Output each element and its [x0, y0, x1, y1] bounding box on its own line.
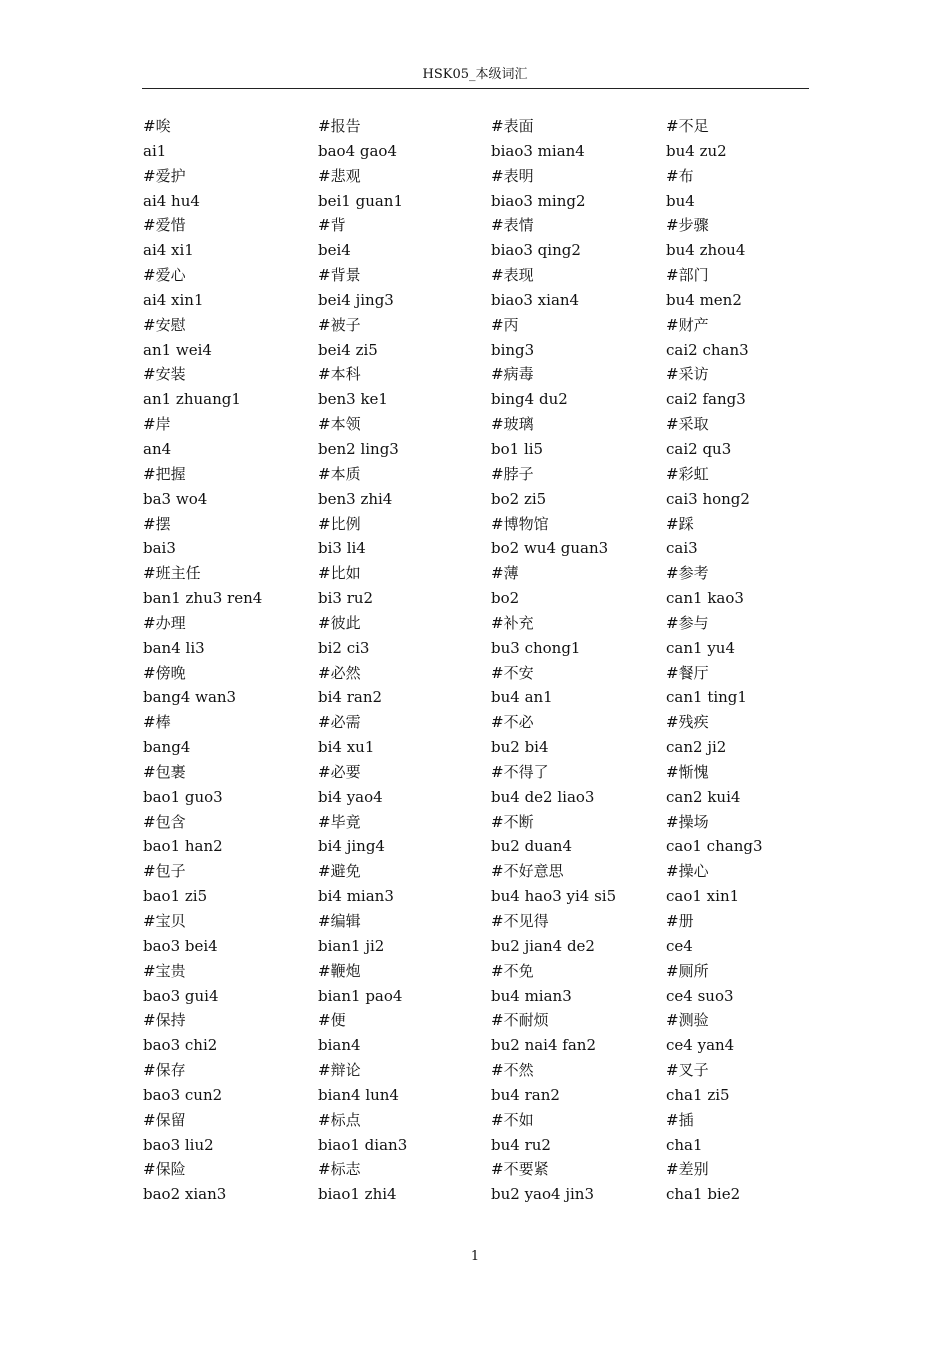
vocab-pinyin: bang4: [143, 738, 191, 757]
vocab-entry: [491, 164, 661, 214]
vocab-hanzi: #保险: [143, 1160, 186, 1179]
vocab-pinyin: bao3 bei4: [143, 936, 218, 955]
vocab-hanzi: #不必: [491, 713, 534, 732]
vocab-pinyin: cha1: [666, 1135, 703, 1154]
vocab-pinyin: bao4 gao4: [318, 141, 398, 160]
vocab-entry: [318, 909, 488, 959]
vocab-entry: [491, 710, 661, 760]
vocab-pinyin: ce4: [666, 936, 693, 955]
vocab-pinyin: bao1 zi5: [143, 887, 208, 906]
vocab-hanzi: #操心: [666, 862, 709, 881]
vocab-hanzi: #布: [666, 166, 694, 185]
vocab-entry: [666, 1108, 836, 1158]
vocab-hanzi: #编辑: [318, 912, 361, 930]
vocab-entry: [666, 611, 836, 661]
vocab-hanzi: #保持: [143, 1011, 186, 1030]
vocab-pinyin: bu2 jian4 de2: [491, 936, 595, 955]
vocab-pinyin: bo2 wu4 guan3: [491, 539, 609, 558]
vocab-entry: [491, 561, 661, 611]
vocab-entry: [666, 760, 836, 810]
vocab-pinyin: ai4 hu4: [143, 191, 200, 210]
vocab-pinyin: bu4 an1: [491, 688, 553, 707]
vocab-hanzi: #宝贵: [143, 961, 186, 980]
vocab-pinyin: bi4 yao4: [318, 787, 383, 806]
vocab-pinyin: bu4 de2 liao3: [491, 787, 595, 806]
vocab-entry: [491, 412, 661, 462]
vocab-hanzi: #必要: [318, 762, 361, 781]
vocab-entry: [318, 1108, 488, 1158]
vocab-hanzi: #财产: [666, 315, 709, 334]
vocab-entry: [143, 661, 313, 711]
vocab-pinyin: bang4 wan3: [143, 688, 237, 707]
vocab-entry: [666, 1157, 836, 1207]
vocab-hanzi: #差别: [666, 1160, 709, 1179]
vocab-hanzi: #玻璃: [491, 415, 534, 434]
vocab-pinyin: cao1 chang3: [666, 837, 763, 856]
vocab-pinyin: ai1: [143, 141, 167, 160]
vocab-entry: [491, 661, 661, 711]
vocab-entry: [491, 859, 661, 909]
vocab-hanzi: #薄: [491, 564, 519, 583]
vocab-pinyin: bu2 nai4 fan2: [491, 1036, 596, 1055]
vocab-entry: [318, 263, 488, 313]
vocab-hanzi: #采访: [666, 365, 709, 384]
vocab-entry: [491, 959, 661, 1009]
vocab-pinyin: ai4 xin1: [143, 290, 204, 309]
vocab-hanzi: #包子: [143, 862, 186, 881]
vocab-hanzi: #比如: [318, 564, 361, 583]
vocab-pinyin: cai3: [666, 539, 698, 558]
vocab-entry: [318, 810, 488, 860]
vocab-pinyin: ba3 wo4: [143, 489, 208, 508]
vocab-column-2: [318, 114, 488, 1207]
vocab-entry: [666, 114, 836, 164]
vocab-hanzi: #办理: [143, 613, 186, 632]
vocab-hanzi: #爱惜: [143, 216, 186, 235]
vocab-hanzi: #病毒: [491, 365, 534, 384]
vocab-pinyin: bu4 zu2: [666, 141, 727, 160]
vocab-pinyin: bao1 han2: [143, 837, 223, 856]
vocab-pinyin: ben2 ling3: [318, 439, 399, 458]
vocab-pinyin: bian1 ji2: [318, 936, 385, 955]
vocab-pinyin: ben3 ke1: [318, 390, 388, 409]
vocab-entry: [318, 1008, 488, 1058]
vocab-pinyin: bo1 li5: [491, 439, 544, 458]
vocab-hanzi: #包裹: [143, 762, 186, 781]
vocab-hanzi: #宝贝: [143, 912, 186, 930]
vocab-entry: [491, 362, 661, 412]
vocab-pinyin: bu4 men2: [666, 290, 742, 309]
vocab-hanzi: #本科: [318, 365, 361, 384]
vocab-pinyin: cha1 bie2: [666, 1185, 741, 1204]
page-number: 1: [470, 1249, 480, 1264]
vocab-pinyin: bian1 pao4: [318, 986, 403, 1005]
vocab-hanzi: #安装: [143, 365, 186, 384]
vocab-entry: [491, 611, 661, 661]
vocab-hanzi: #鞭炮: [318, 961, 361, 980]
vocab-entry: [318, 1157, 488, 1207]
vocab-hanzi: #不耐烦: [491, 1011, 549, 1030]
vocab-hanzi: #本质: [318, 464, 361, 483]
vocab-pinyin: bi4 mian3: [318, 887, 394, 906]
vocab-entry: [143, 859, 313, 909]
vocab-entry: [318, 213, 488, 263]
vocab-hanzi: #爱心: [143, 266, 186, 285]
vocab-pinyin: biao3 qing2: [491, 241, 581, 260]
vocab-pinyin: cai2 fang3: [666, 390, 746, 409]
vocab-entry: [666, 561, 836, 611]
vocab-entry: [318, 760, 488, 810]
vocab-hanzi: #表明: [491, 166, 534, 185]
vocab-hanzi: #不然: [491, 1061, 534, 1080]
vocab-pinyin: bu4 mian3: [491, 986, 572, 1005]
vocab-pinyin: cai2 chan3: [666, 340, 749, 359]
vocab-entry: [491, 1058, 661, 1108]
vocab-entry: [143, 1108, 313, 1158]
vocab-pinyin: ce4 suo3: [666, 986, 734, 1005]
vocab-entry: [143, 164, 313, 214]
vocab-hanzi: #标点: [318, 1110, 361, 1129]
vocab-entry: [143, 959, 313, 1009]
vocab-entry: [318, 412, 488, 462]
vocab-pinyin: an4: [143, 439, 172, 458]
vocab-entry: [491, 1108, 661, 1158]
vocab-pinyin: ban1 zhu3 ren4: [143, 589, 263, 608]
vocab-hanzi: #背景: [318, 266, 361, 285]
vocab-entry: [318, 114, 488, 164]
header-divider: [142, 88, 809, 89]
vocab-pinyin: bu2 duan4: [491, 837, 572, 856]
vocab-entry: [666, 859, 836, 909]
vocab-entry: [666, 1058, 836, 1108]
vocab-entry: [491, 462, 661, 512]
vocab-hanzi: #不足: [666, 117, 709, 135]
vocab-pinyin: bi4 jing4: [318, 837, 385, 856]
vocab-entry: [143, 810, 313, 860]
vocab-pinyin: bu4: [666, 191, 695, 210]
page-header-title: HSK05_本级词汇: [422, 67, 528, 82]
vocab-hanzi: #辩论: [318, 1061, 361, 1080]
vocab-entry: [318, 462, 488, 512]
vocab-entry: [143, 213, 313, 263]
vocab-entry: [666, 213, 836, 263]
vocab-hanzi: #脖子: [491, 464, 534, 483]
vocab-entry: [666, 412, 836, 462]
vocab-hanzi: #不断: [491, 812, 534, 831]
vocab-entry: [143, 710, 313, 760]
vocab-hanzi: #被子: [318, 315, 361, 334]
vocab-entry: [318, 561, 488, 611]
vocab-entry: [666, 512, 836, 562]
vocab-pinyin: bing3: [491, 340, 535, 359]
vocab-entry: [143, 909, 313, 959]
vocab-entry: [318, 611, 488, 661]
vocab-pinyin: ben3 zhi4: [318, 489, 393, 508]
vocab-hanzi: #把握: [143, 464, 186, 483]
vocab-hanzi: #棒: [143, 713, 171, 732]
vocab-hanzi: #补充: [491, 613, 534, 632]
vocab-entry: [143, 512, 313, 562]
vocab-hanzi: #不要紧: [491, 1160, 549, 1179]
vocab-pinyin: biao3 ming2: [491, 191, 586, 210]
vocab-pinyin: bo2 zi5: [491, 489, 547, 508]
vocab-entry: [491, 1157, 661, 1207]
vocab-entry: [491, 263, 661, 313]
vocab-column-1: [143, 114, 313, 1207]
vocab-entry: [666, 462, 836, 512]
vocab-hanzi: #叉子: [666, 1061, 709, 1080]
vocab-column-4: [666, 114, 836, 1207]
vocab-entry: [666, 263, 836, 313]
vocab-pinyin: biao1 zhi4: [318, 1185, 397, 1204]
vocab-entry: [143, 462, 313, 512]
vocab-entry: [318, 661, 488, 711]
vocab-pinyin: can1 ting1: [666, 688, 747, 707]
vocab-pinyin: an1 zhuang1: [143, 390, 241, 409]
vocab-pinyin: bing4 du2: [491, 390, 568, 409]
vocab-pinyin: cao1 xin1: [666, 887, 740, 906]
vocab-entry: [143, 561, 313, 611]
vocab-pinyin: bu4 ran2: [491, 1085, 560, 1104]
vocab-entry: [143, 114, 313, 164]
vocab-hanzi: #岸: [143, 415, 171, 434]
vocab-entry: [318, 1058, 488, 1108]
vocab-pinyin: bu2 yao4 jin3: [491, 1185, 594, 1204]
vocab-hanzi: #表情: [491, 216, 534, 235]
vocab-entry: [143, 1008, 313, 1058]
vocab-hanzi: #标志: [318, 1160, 361, 1179]
vocab-hanzi: #保留: [143, 1110, 186, 1129]
vocab-hanzi: #避免: [318, 862, 361, 881]
vocab-hanzi: #报告: [318, 117, 361, 135]
vocab-hanzi: #不免: [491, 961, 534, 980]
vocab-entry: [143, 1058, 313, 1108]
vocab-pinyin: can1 yu4: [666, 638, 735, 657]
vocab-hanzi: #参考: [666, 564, 709, 583]
vocab-entry: [318, 362, 488, 412]
vocab-pinyin: bi4 xu1: [318, 738, 375, 757]
vocab-entry: [318, 959, 488, 1009]
vocab-hanzi: #不得了: [491, 762, 549, 781]
vocab-hanzi: #不见得: [491, 912, 549, 930]
vocab-pinyin: can1 kao3: [666, 589, 744, 608]
vocab-pinyin: biao3 xian4: [491, 290, 580, 309]
vocab-hanzi: #踩: [666, 514, 694, 533]
vocab-entry: [318, 164, 488, 214]
vocab-hanzi: #残疾: [666, 713, 709, 732]
vocab-pinyin: bu4 ru2: [491, 1135, 551, 1154]
vocab-pinyin: bao3 cun2: [143, 1085, 223, 1104]
vocab-entry: [491, 213, 661, 263]
vocab-pinyin: bao3 gui4: [143, 986, 219, 1005]
vocab-entry: [143, 760, 313, 810]
vocab-hanzi: #不安: [491, 663, 534, 682]
vocab-entry: [491, 1008, 661, 1058]
vocab-hanzi: #毕竟: [318, 812, 361, 831]
vocab-pinyin: bian4 lun4: [318, 1085, 399, 1104]
vocab-hanzi: #便: [318, 1011, 346, 1030]
vocab-hanzi: #摆: [143, 514, 171, 533]
vocab-entry: [318, 512, 488, 562]
vocab-pinyin: bu2 bi4: [491, 738, 549, 757]
vocab-hanzi: #惭愧: [666, 762, 709, 781]
vocab-entry: [666, 313, 836, 363]
vocab-hanzi: #参与: [666, 613, 709, 632]
vocab-entry: [143, 611, 313, 661]
vocab-pinyin: bu4 hao3 yi4 si5: [491, 887, 617, 906]
vocab-entry: [666, 710, 836, 760]
vocab-pinyin: bo2: [491, 589, 520, 608]
vocab-entry: [143, 1157, 313, 1207]
vocab-hanzi: #背: [318, 216, 346, 235]
vocab-pinyin: bi2 ci3: [318, 638, 370, 657]
vocab-pinyin: biao3 mian4: [491, 141, 585, 160]
vocab-pinyin: biao1 dian3: [318, 1135, 408, 1154]
vocab-hanzi: #本领: [318, 415, 361, 434]
vocab-hanzi: #部门: [666, 266, 709, 285]
vocab-entry: [666, 810, 836, 860]
vocab-pinyin: bao3 liu2: [143, 1135, 214, 1154]
vocab-hanzi: #表现: [491, 266, 534, 285]
vocab-entry: [318, 313, 488, 363]
vocab-pinyin: an1 wei4: [143, 340, 212, 359]
vocab-entry: [666, 164, 836, 214]
vocab-pinyin: bu3 chong1: [491, 638, 581, 657]
vocab-pinyin: bei4 jing3: [318, 290, 394, 309]
vocab-hanzi: #必然: [318, 663, 361, 682]
vocab-pinyin: ai4 xi1: [143, 241, 194, 260]
vocab-hanzi: #唉: [143, 117, 171, 135]
vocab-hanzi: #册: [666, 912, 694, 930]
vocab-entry: [666, 1008, 836, 1058]
vocab-pinyin: cai2 qu3: [666, 439, 732, 458]
vocab-pinyin: bei4: [318, 241, 351, 260]
vocab-pinyin: bao1 guo3: [143, 787, 223, 806]
vocab-hanzi: #步骤: [666, 216, 709, 235]
vocab-pinyin: bei4 zi5: [318, 340, 378, 359]
vocab-column-3: [491, 114, 661, 1207]
vocab-hanzi: #保存: [143, 1061, 186, 1080]
vocab-pinyin: bi3 ru2: [318, 589, 374, 608]
vocab-entry: [491, 909, 661, 959]
vocab-hanzi: #不好意思: [491, 862, 564, 881]
vocab-pinyin: cha1 zi5: [666, 1085, 730, 1104]
vocab-hanzi: #操场: [666, 812, 709, 831]
vocab-entry: [491, 313, 661, 363]
vocab-pinyin: bi3 li4: [318, 539, 366, 558]
vocab-entry: [143, 362, 313, 412]
vocab-entry: [143, 263, 313, 313]
vocab-entry: [491, 512, 661, 562]
vocab-pinyin: bi4 ran2: [318, 688, 383, 707]
vocab-pinyin: bei1 guan1: [318, 191, 403, 210]
vocab-pinyin: bao2 xian3: [143, 1185, 227, 1204]
vocab-hanzi: #厕所: [666, 961, 709, 980]
vocab-entry: [666, 959, 836, 1009]
vocab-pinyin: cai3 hong2: [666, 489, 750, 508]
vocab-pinyin: can2 kui4: [666, 787, 741, 806]
vocab-entry: [318, 710, 488, 760]
vocab-entry: [318, 859, 488, 909]
vocab-pinyin: bai3: [143, 539, 176, 558]
vocab-pinyin: can2 ji2: [666, 738, 727, 757]
vocab-hanzi: #测验: [666, 1011, 709, 1030]
vocab-hanzi: #班主任: [143, 564, 201, 583]
vocab-pinyin: bao3 chi2: [143, 1036, 218, 1055]
vocab-hanzi: #比例: [318, 514, 361, 533]
vocab-pinyin: bu4 zhou4: [666, 241, 746, 260]
vocab-hanzi: #采取: [666, 415, 709, 434]
vocab-entry: [143, 313, 313, 363]
vocab-hanzi: #包含: [143, 812, 186, 831]
vocab-entry: [666, 362, 836, 412]
vocab-entry: [143, 412, 313, 462]
vocab-hanzi: #丙: [491, 315, 519, 334]
vocab-hanzi: #不如: [491, 1110, 534, 1129]
vocab-entry: [491, 114, 661, 164]
vocab-entry: [491, 760, 661, 810]
vocab-pinyin: ce4 yan4: [666, 1036, 735, 1055]
vocab-pinyin: ban4 li3: [143, 638, 205, 657]
vocab-entry: [491, 810, 661, 860]
vocab-hanzi: #必需: [318, 713, 361, 732]
vocab-hanzi: #彩虹: [666, 464, 709, 483]
vocab-hanzi: #爱护: [143, 166, 186, 185]
vocab-hanzi: #餐厅: [666, 663, 709, 682]
vocab-pinyin: bian4: [318, 1036, 361, 1055]
vocab-hanzi: #傍晚: [143, 663, 186, 682]
vocab-hanzi: #悲观: [318, 166, 361, 185]
vocab-hanzi: #博物馆: [491, 514, 549, 533]
vocab-entry: [666, 909, 836, 959]
vocab-hanzi: #插: [666, 1110, 694, 1129]
vocab-entry: [666, 661, 836, 711]
vocab-hanzi: #彼此: [318, 613, 361, 632]
vocab-hanzi: #表面: [491, 117, 534, 135]
vocab-hanzi: #安慰: [143, 315, 186, 334]
